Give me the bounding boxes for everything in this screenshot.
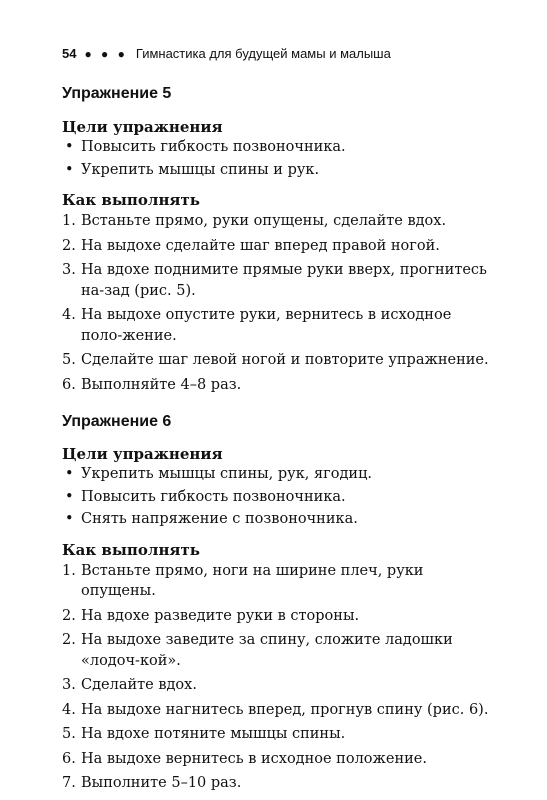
goal-item [62, 487, 492, 508]
goal-item [62, 137, 492, 158]
bullet-icon: • [65, 139, 74, 155]
step-item [62, 350, 492, 371]
step-item [62, 375, 492, 396]
step-item [62, 236, 492, 257]
exercise-6-goals-heading: Цели упражнения [62, 445, 223, 463]
step-item [62, 773, 492, 794]
goal-text: Укрепить мышцы спины и рук. [81, 161, 320, 178]
step-item [62, 724, 492, 745]
step-text: Выполните 5–10 раз. [81, 775, 242, 791]
step-text: На выдохе нагнитесь вперед, прогнув спину (рис. 6). [81, 701, 489, 718]
step-number: 5. [62, 352, 76, 368]
step-number: 1. [62, 213, 76, 229]
bullet-icon: • [65, 488, 74, 505]
goal-text: Снять напряжение с позвоночника. [81, 511, 358, 527]
step-item [62, 561, 492, 602]
bullet-icon: • [65, 511, 74, 527]
step-number: 3. [62, 677, 76, 693]
exercise-6-goals-list [62, 464, 492, 530]
step-text: Сделайте шаг левой ногой и повторите упражнение. [81, 352, 489, 368]
header-dots: ● ● ● [84, 47, 128, 61]
step-text: На выдохе заведите за спину, сложите ладошки «лодоч-кой». [81, 632, 453, 669]
exercise-5-goals-list [62, 137, 492, 180]
book-page [62, 40, 492, 798]
goal-item [62, 464, 492, 485]
step-text: На выдохе вернитесь в исходное положение. [81, 750, 427, 767]
goal-text: Повысить гибкость позвоночника. [81, 139, 346, 155]
step-item [62, 675, 492, 696]
bullet-icon: • [65, 161, 74, 178]
goal-item [62, 509, 492, 530]
step-number: 2. [62, 237, 76, 254]
step-text: Сделайте вдох. [81, 677, 197, 693]
exercise-6-title: Упражнение 6 [62, 413, 172, 430]
step-text: На вдохе поднимите прямые руки вверх, прогнитесь на-зад (рис. 5). [81, 262, 487, 299]
step-item [62, 606, 492, 627]
exercise-5-goals-heading: Цели упражнения [62, 118, 223, 136]
step-number: 2. [62, 607, 76, 624]
step-number: 7. [62, 775, 76, 791]
step-number: 6. [62, 750, 76, 767]
book-title: Гимнастика для будущей мамы и малыша [135, 46, 391, 61]
goal-text: Повысить гибкость позвоночника. [81, 488, 346, 505]
step-number: 2. [62, 632, 76, 648]
goal-item [62, 160, 492, 181]
step-text: Выполняйте 4–8 раз. [81, 376, 242, 393]
goal-text: Укрепить мышцы спины, рук, ягодиц. [81, 466, 372, 482]
running-header [62, 46, 492, 61]
exercise-5-steps-list [62, 211, 492, 395]
step-number: 5. [62, 726, 76, 742]
step-item [62, 305, 492, 346]
step-text: На выдохе сделайте шаг вперед правой ногой. [81, 237, 440, 254]
step-number: 3. [62, 262, 76, 278]
step-item [62, 630, 492, 671]
step-text: На выдохе опустите руки, вернитесь в исходное поло-жение. [81, 307, 452, 344]
step-number: 4. [62, 701, 76, 718]
exercise-6-steps-list [62, 561, 492, 794]
step-number: 1. [62, 562, 76, 579]
step-item [62, 700, 492, 721]
step-item [62, 749, 492, 770]
step-number: 4. [62, 307, 76, 323]
step-item [62, 260, 492, 301]
step-item [62, 211, 492, 232]
step-text: На вдохе потяните мышцы спины. [81, 726, 346, 742]
exercise-5-how-heading: Как выполнять [62, 191, 200, 209]
step-number: 6. [62, 376, 76, 393]
exercise-6-how-heading: Как выполнять [62, 540, 200, 559]
exercise-5-title: Упражнение 5 [62, 85, 172, 102]
step-text: Встаньте прямо, ноги на ширине плеч, руки опущены. [81, 562, 424, 599]
step-text: Встаньте прямо, руки опущены, сделайте вдох. [81, 213, 447, 229]
bullet-icon: • [65, 466, 74, 482]
step-text: На вдохе разведите руки в стороны. [81, 607, 360, 624]
page-number: 54 [62, 46, 77, 61]
